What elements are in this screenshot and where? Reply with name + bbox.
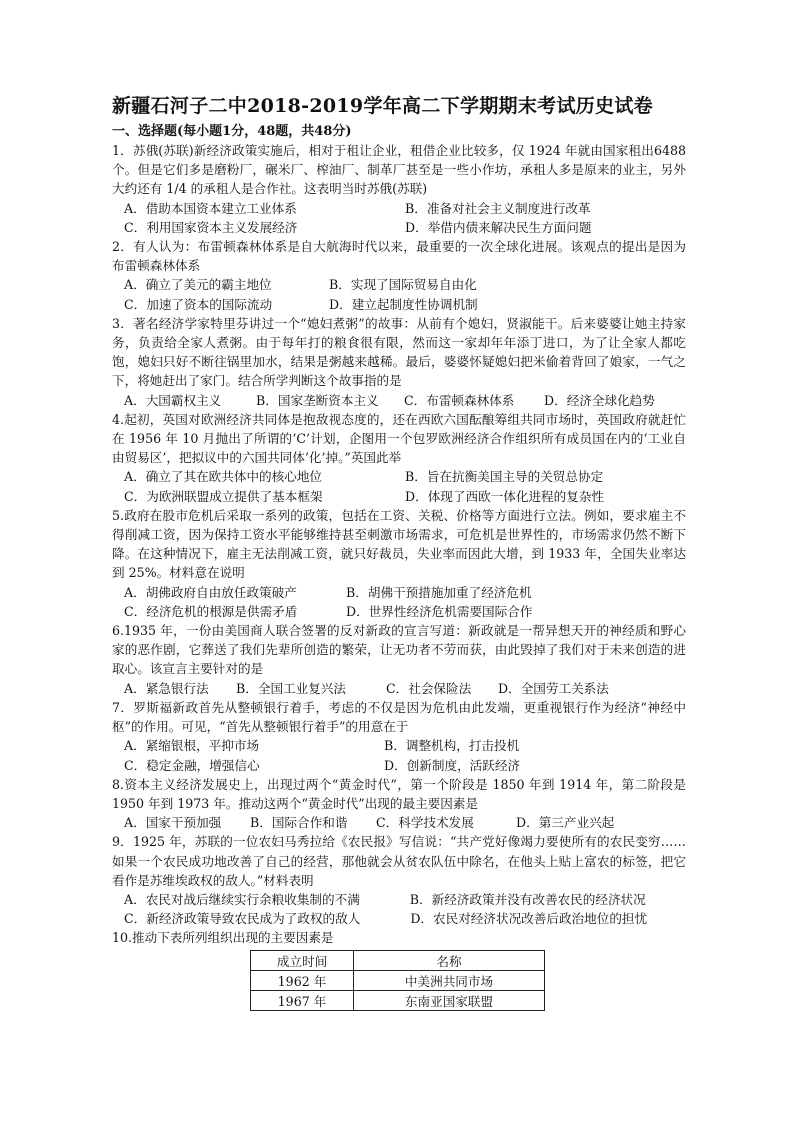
question-stem: 1．苏俄(苏联)新经济政策实施后，相对于租让企业，租借企业比较多，仅 1924 年就由国家租出6488个。但是它们多是磨粉厂，碾米厂、榨油厂、制革厂甚至是一些小作坊，承租人多是原来的业主，另外大约还有 1/4 的承租人是合作社。这表明当时苏俄(苏联) bbox=[112, 143, 686, 197]
option-b: B．全国工业复兴法 bbox=[236, 680, 347, 696]
option-d: D．体现了西欧一体化进程的复杂性 bbox=[405, 488, 605, 504]
table-header-row bbox=[251, 950, 545, 970]
option-row bbox=[112, 295, 686, 314]
option-d: D．农民对经济状况改善后政治地位的担忧 bbox=[410, 911, 648, 927]
table-cell: 1962 年 bbox=[251, 970, 354, 990]
option-d: D．经济全球化趋势 bbox=[544, 392, 655, 408]
option-row bbox=[112, 275, 686, 294]
option-d: D．创新制度，活跃经济 bbox=[384, 757, 521, 773]
table-row bbox=[251, 970, 545, 990]
question-2 bbox=[112, 237, 686, 314]
option-a: A．胡佛政府自由放任政策破产 bbox=[124, 584, 297, 600]
option-c: C．利用国家资本主义发展经济 bbox=[124, 219, 298, 235]
option-c: C．稳定金融，增强信心 bbox=[124, 757, 260, 773]
option-a: A．确立了美元的霸主地位 bbox=[124, 277, 272, 293]
option-row bbox=[112, 679, 686, 698]
question-9 bbox=[112, 832, 686, 928]
option-b: B．调整机构，打击投机 bbox=[384, 738, 520, 754]
table-cell: 1967 年 bbox=[251, 990, 354, 1010]
option-d: D．全国劳工关系法 bbox=[498, 680, 609, 696]
option-b: B．胡佛干预措施加重了经济危机 bbox=[346, 584, 532, 600]
option-a: A．国家干预加强 bbox=[124, 815, 222, 831]
table-cell: 中美洲共同市场 bbox=[354, 970, 545, 990]
question-6 bbox=[112, 621, 686, 698]
question-stem: 8.资本主义经济发展史上，出现过两个“黄金时代”，第一个阶段是 1850 年到 1914 年，第二阶段是 1950 年到 1973 年。推动这两个“黄金时代”出现的最主要因素是 bbox=[112, 776, 686, 811]
option-row bbox=[112, 756, 686, 775]
table-row bbox=[251, 990, 545, 1010]
option-row bbox=[112, 602, 686, 621]
option-b: B．国家垄断资本主义 bbox=[256, 392, 379, 408]
option-a: A．确立了其在欧共体中的核心地位 bbox=[124, 469, 323, 485]
option-row bbox=[112, 391, 686, 410]
question-stem: 4.起初，英国对欧洲经济共同体是抱敌视态度的，还在西欧六国酝酿筹组共同市场时，英国政府就赶忙在 1956 年 10 月抛出了所谓的‘C’计划，企图用一个包罗欧洲经济合作组织所有成员国在内的‘工业自由贸易区’，把拟议中的六国共同体‘化’掉。”英国此举 bbox=[112, 411, 686, 466]
question-stem: 3．著名经济学家特里芬讲过一个“媳妇煮粥”的故事：从前有个媳妇，贤淑能干。后来婆婆让她主持家务，负责给全家人煮粥。由于每年打的粮食很有限，然而这一家却年年添丁进口，为了让全家人都吃饱，媳妇只好不断往锅里加水，结果是粥越来越稀。最后，婆婆怀疑媳妇把米偷着背回了娘家，一气之下，将她赶出了家门。结合所学判断这个故事指的是 bbox=[112, 315, 686, 389]
question-7 bbox=[112, 698, 686, 775]
question-4 bbox=[112, 410, 686, 506]
option-c: C．布雷顿森林体系 bbox=[404, 392, 515, 408]
question-stem: 2．有人认为：布雷顿森林体系是自大航海时代以来，最重要的一次全球化进展。该观点的提出是因为布雷顿森林体系 bbox=[112, 239, 686, 274]
option-row bbox=[112, 813, 686, 832]
option-row bbox=[112, 487, 686, 506]
option-a-and-b bbox=[112, 890, 686, 909]
question-10 bbox=[112, 928, 686, 1010]
option-b: B．旨在抗衡美国主导的关贸总协定 bbox=[405, 469, 604, 485]
option-b: B．国际合作和谐 bbox=[250, 815, 348, 831]
table-header-cell: 成立时间 bbox=[251, 950, 354, 970]
option-c: C．新经济政策导致农民成为了政权的敌人 bbox=[124, 911, 361, 927]
option-row bbox=[112, 199, 686, 218]
table-header-cell: 名称 bbox=[354, 950, 545, 970]
option-c: C．科学技术发展 bbox=[376, 815, 474, 831]
option-row bbox=[112, 736, 686, 755]
section-heading: 一、选择题(每小题1分，48题，共48分) bbox=[112, 124, 352, 139]
question-stem: 7．罗斯福新政首先从整顿银行着手，考虑的不仅是因为危机由此发端，更重视银行作为经济“神经中枢”的作用。可见，“首先从整顿银行着手”的用意在于 bbox=[112, 699, 686, 735]
option-b: B．实现了国际贸易自由化 bbox=[329, 277, 477, 293]
option-a: A．借助本国资本建立工业体系 bbox=[124, 200, 297, 216]
option-row bbox=[112, 583, 686, 602]
option-c: C．加速了资本的国际流动 bbox=[124, 296, 273, 312]
table-cell: 东南亚国家联盟 bbox=[354, 990, 545, 1010]
question-stem: 5.政府在股市危机后采取一系列的政策，包括在工资、关税、价格等方面进行立法。例如，要求雇主不得削减工资，因为保持工资水平能够维持甚至刺激市场需求，可危机是世界性的，市场需求仍然不断下降。在这种情况下，雇主无法削减工资，就只好裁员，失业率而因此大增，到 1933 年，全国失业率达到 25%。材料意在说明 bbox=[112, 507, 686, 581]
option-d: D．举借内债来解决民生方面问题 bbox=[405, 219, 592, 235]
question-1 bbox=[112, 141, 686, 237]
option-d: D．建立起制度性协调机制 bbox=[329, 296, 478, 312]
option-a: A．农民对战后继续实行余粮收集制的不满 bbox=[124, 891, 360, 907]
question-5 bbox=[112, 506, 686, 621]
option-c: C．为欧洲联盟成立提供了基本框架 bbox=[124, 488, 323, 504]
option-b: B．新经济政策并没有改善农民的经济状况 bbox=[409, 891, 646, 907]
page-title: 新疆石河子二中2018-2019学年高二下学期期末考试历史试卷 bbox=[112, 95, 653, 117]
option-d: D．世界性经济危机需要国际合作 bbox=[346, 603, 533, 619]
question-stem: 6.1935 年，一份由美国商人联合签署的反对新政的宣言写道：新政就是一帮异想天开的神经质和野心家的恶作剧，它葬送了我们先辈所创造的繁荣，让无功者不劳而获，由此毁掉了我们对于未来创造的进取心。该宣言主要针对的是 bbox=[112, 623, 686, 677]
exam-page bbox=[112, 92, 686, 1011]
option-d: D．第三产业兴起 bbox=[516, 815, 615, 831]
question-8 bbox=[112, 775, 686, 833]
question-stem: 10.推动下表所列组织出现的主要因素是 bbox=[112, 930, 334, 946]
option-row bbox=[112, 218, 686, 237]
option-c: C．社会保险法 bbox=[386, 680, 472, 696]
organization-table bbox=[250, 950, 545, 1011]
option-c: C．经济危机的根源是供需矛盾 bbox=[124, 603, 298, 619]
option-row bbox=[112, 467, 686, 486]
option-c-and-d bbox=[112, 909, 686, 928]
question-3 bbox=[112, 314, 686, 410]
option-b: B．准备对社会主义制度进行改革 bbox=[405, 200, 591, 216]
question-stem: 9．1925 年，苏联的一位农妇马秀拉给《农民报》写信说：“共产党好像竭力要使所有的农民变穷……如果一个农民成功地改善了自己的经营，那他就会从贫农队伍中除名，在他头上贴上富农的标签，把它看作是苏维埃政权的敌人。”材料表明 bbox=[112, 834, 686, 888]
option-a: A．大国霸权主义 bbox=[124, 392, 222, 408]
option-a: A．紧缩银根，平抑市场 bbox=[124, 738, 260, 754]
option-a: A．紧急银行法 bbox=[124, 680, 209, 696]
